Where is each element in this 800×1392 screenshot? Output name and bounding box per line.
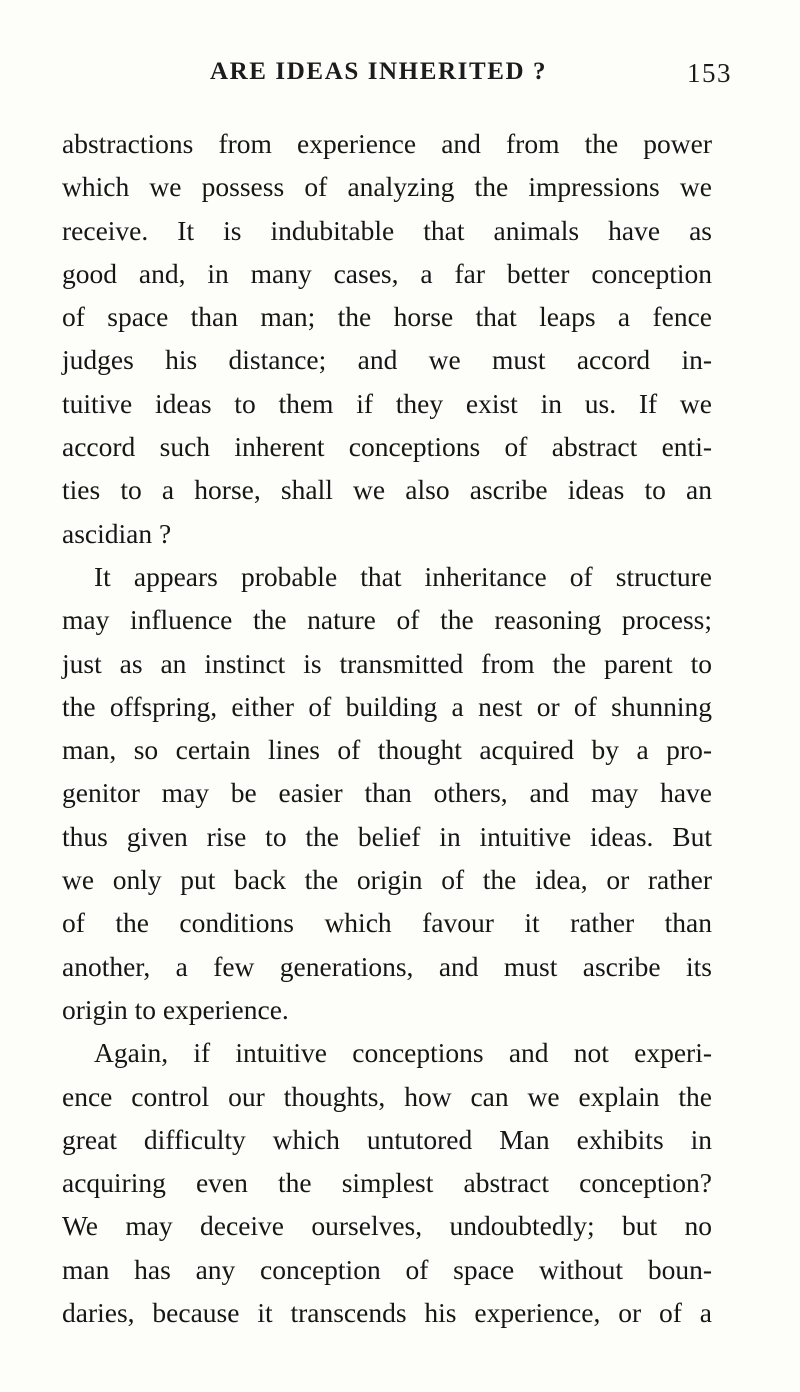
text-line: which we possess of analyzing the impressions we bbox=[62, 171, 712, 203]
text-line: ties to a horse, shall we also ascribe ideas to an bbox=[62, 474, 712, 506]
paragraph-start-line: It appears probable that inheritance of structure bbox=[94, 560, 712, 592]
text-line: thus given rise to the belief in intuitive ideas. But bbox=[62, 820, 712, 852]
paragraph-start-line: Again, if intuitive conceptions and not experi- bbox=[94, 1037, 712, 1069]
text-line: abstractions from experience and from the power bbox=[62, 128, 712, 159]
text-line: genitor may be easier than others, and may have bbox=[62, 777, 712, 809]
text-line: tuitive ideas to them if they exist in us. If we bbox=[62, 387, 712, 419]
text-line: origin to experience. bbox=[62, 993, 289, 1025]
text-line: the offspring, either of building a nest or of shunning bbox=[62, 690, 712, 722]
text-line: acquiring even the simplest abstract conception? bbox=[62, 1167, 712, 1199]
text-line: ascidian ? bbox=[62, 517, 172, 549]
text-line: may influence the nature of the reasoning process; bbox=[62, 604, 712, 636]
page-header bbox=[62, 58, 732, 98]
running-title: ARE IDEAS INHERITED ? bbox=[210, 58, 548, 85]
text-line: we only put back the origin of the idea, or rather bbox=[62, 864, 712, 896]
text-line: man, so certain lines of thought acquired by a pro- bbox=[62, 734, 712, 766]
text-line: judges his distance; and we must accord in- bbox=[62, 344, 712, 376]
body-text bbox=[62, 122, 712, 1334]
text-line: of space than man; the horse that leaps a fence bbox=[62, 301, 712, 333]
text-line: of the conditions which favour it rather than bbox=[62, 907, 712, 939]
text-line: man has any conception of space without boun- bbox=[62, 1253, 712, 1285]
text-line: just as an instinct is transmitted from the parent to bbox=[62, 647, 712, 679]
text-line: We may deceive ourselves, undoubtedly; but no bbox=[62, 1210, 712, 1242]
text-line: good and, in many cases, a far better conception bbox=[62, 257, 712, 289]
text-line: ence control our thoughts, how can we explain the bbox=[62, 1080, 712, 1112]
text-line: great difficulty which untutored Man exhibits in bbox=[62, 1123, 712, 1155]
text-line: another, a few generations, and must ascribe its bbox=[62, 950, 712, 982]
text-line: daries, because it transcends his experience, or of a bbox=[62, 1297, 712, 1329]
page-number: 153 bbox=[687, 58, 732, 88]
text-line: receive. It is indubitable that animals have as bbox=[62, 214, 712, 246]
text-line: accord such inherent conceptions of abstract enti- bbox=[62, 431, 712, 463]
